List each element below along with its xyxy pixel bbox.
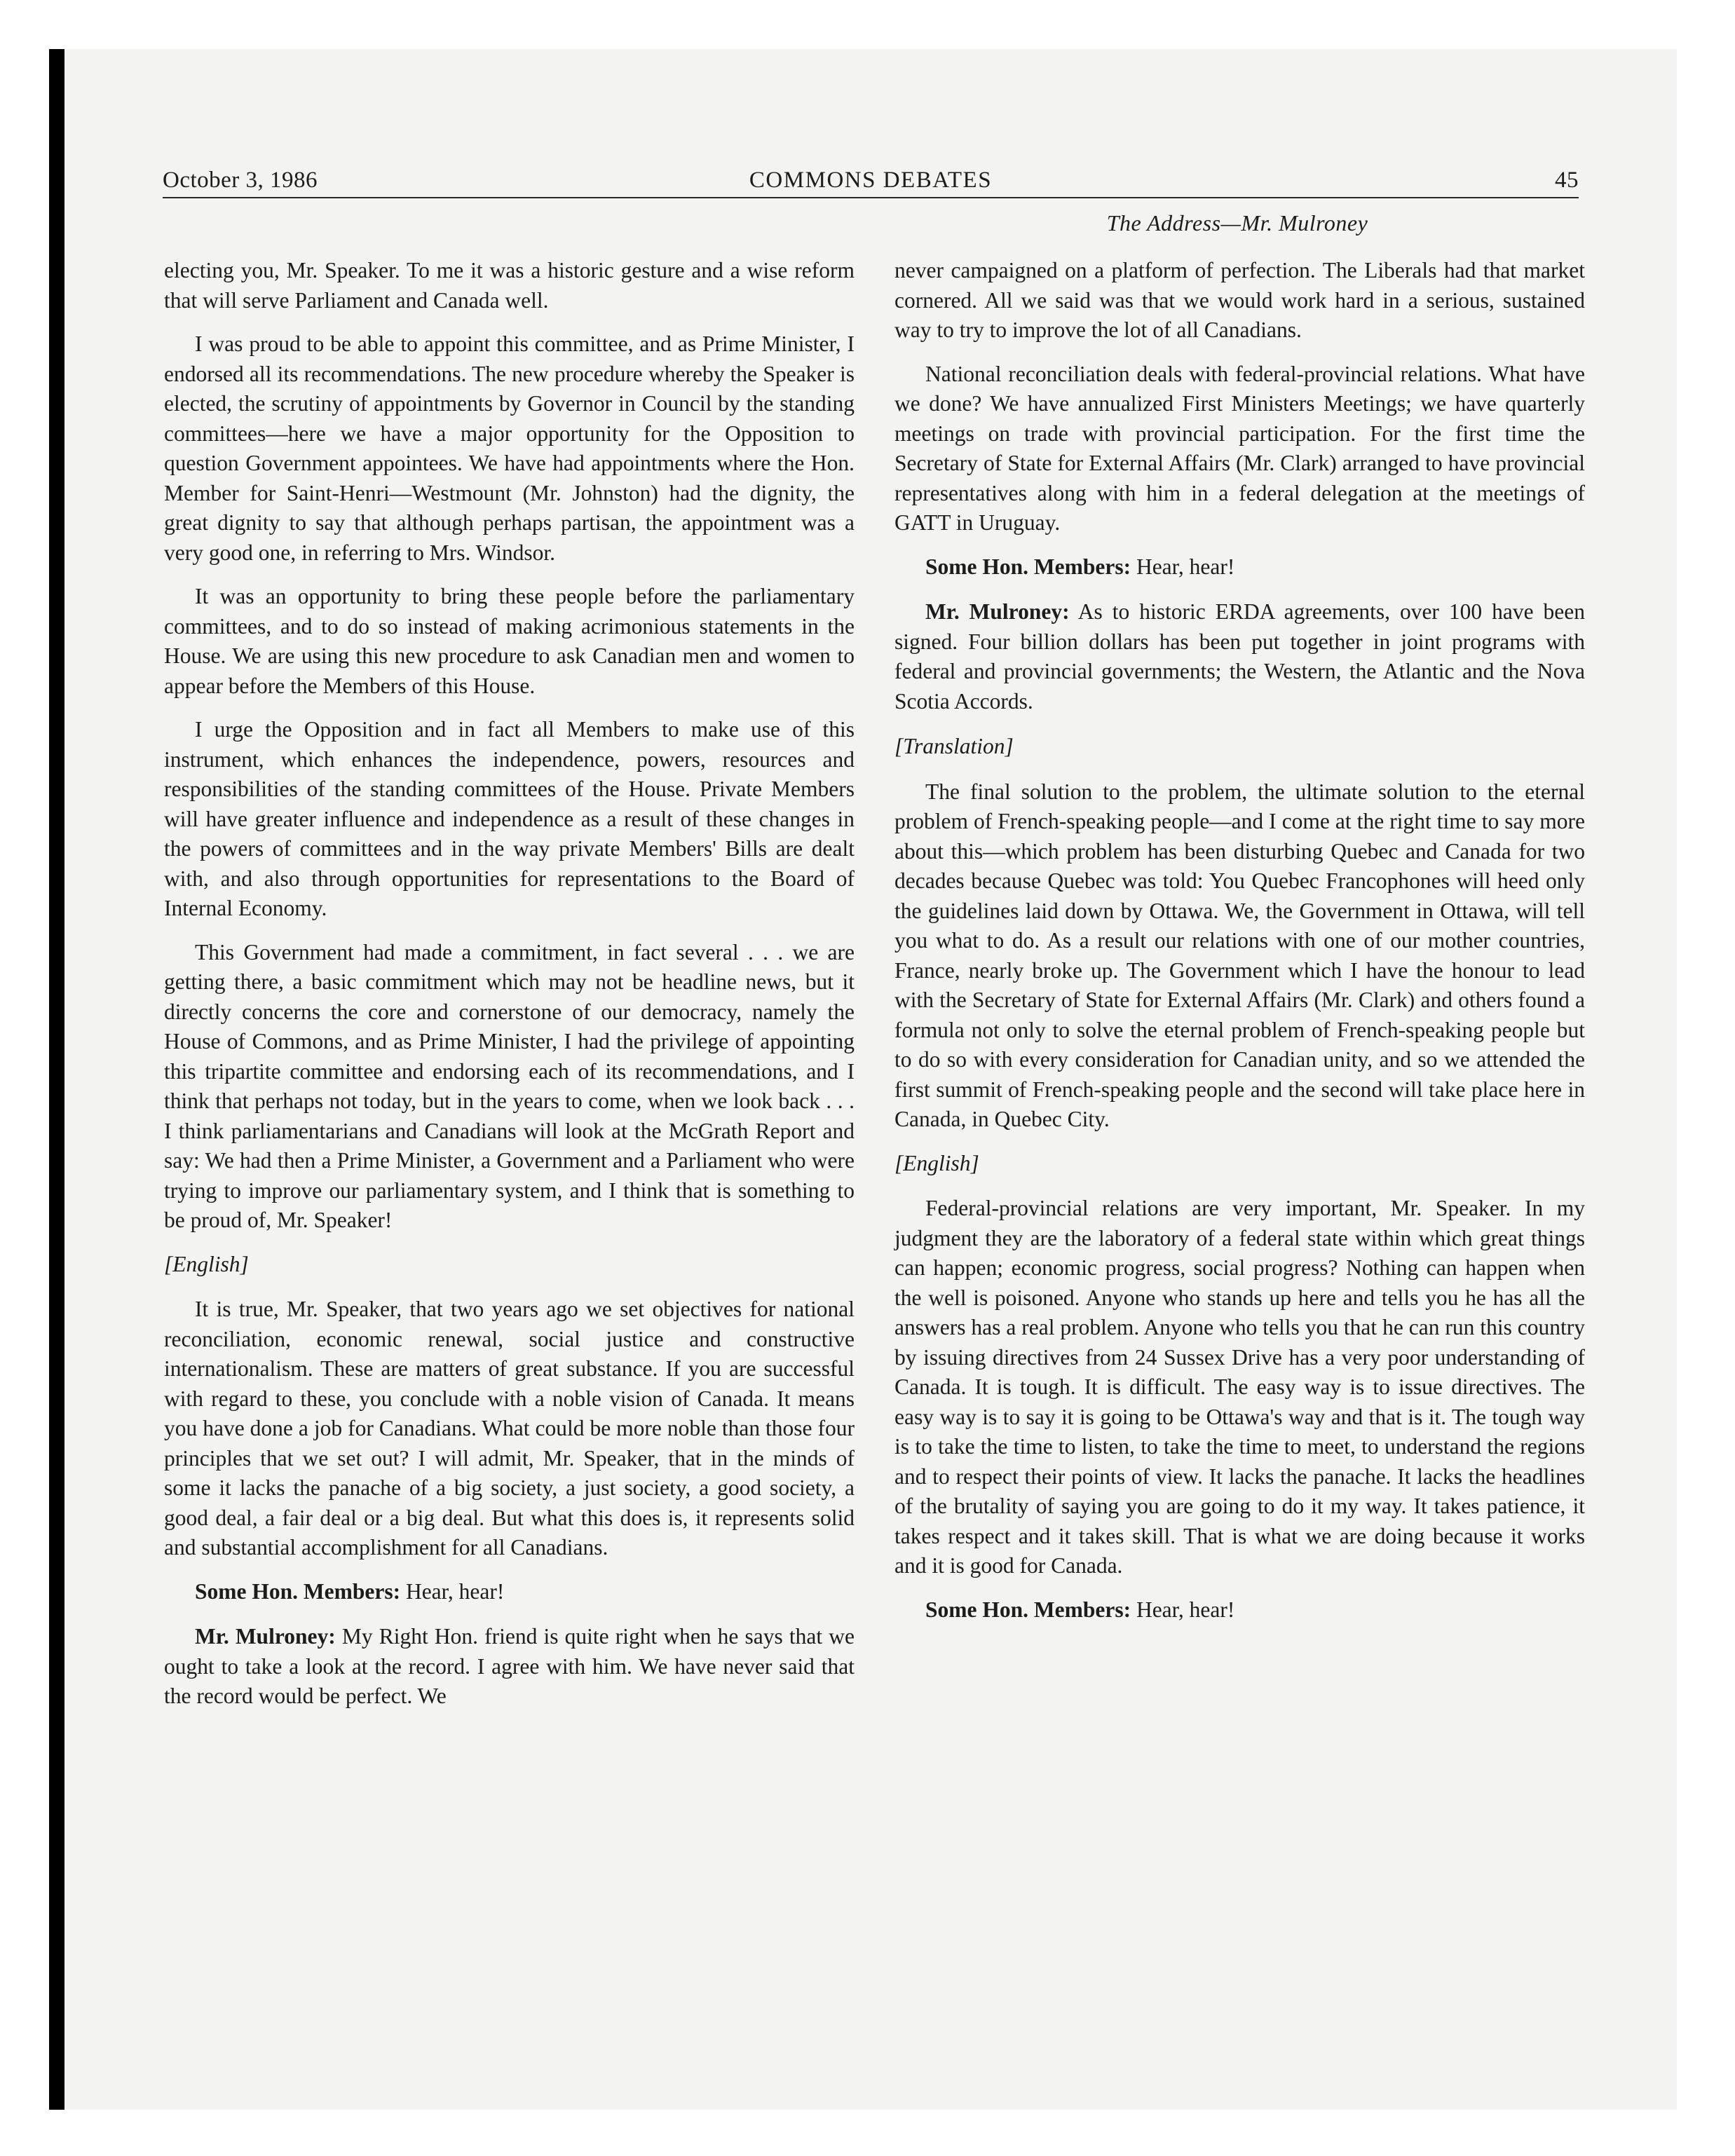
paragraph: I was proud to be able to appoint this committee, and as Prime Minister, I endorsed all its recommendations. The new procedure whereby the Speaker is elected, the scrutiny of appointments by Governor in Council by the standing committees—here we have a major opportunity for the Opposition to question Government appointees. We have had appointments where the Hon. Member for Saint-Henri—Westmount (Mr. Johnston) had the dignity, the great dignity to say that although perhaps partisan, the appointment was a very good one, in referring to Mrs. Windsor. [164, 332, 855, 565]
paragraph: never campaigned on a platform of perfection. The Liberals had that market cornered. All we said was that we would work hard in a serious, sustained way to try to improve the lot of all Canadians. [894, 258, 1585, 342]
paragraph: electing you, Mr. Speaker. To me it was a historic gesture and a wise reform that will serve Parliament and Canada well. [164, 258, 855, 313]
speaker-name: Mr. Mulroney: [195, 1624, 336, 1649]
speech-text: Hear, hear! [1131, 554, 1235, 579]
speaker-name: Mr. Mulroney: [925, 599, 1070, 624]
speech-interjection [894, 552, 1585, 582]
paragraph: National reconciliation deals with federal-provincial relations. What have we done? We have annualized First Ministers Meetings; we have quarterly meetings on trade with provincial participation. For the first time the Secretary of State for External Affairs (Mr. Clark) arranged to have provincial representatives along with him in a federal delegation at the meetings of GATT in Uruguay. [894, 361, 1585, 535]
language-marker: [Translation] [894, 734, 1014, 758]
scan-edge-shadow [49, 49, 64, 2110]
speaker-name: Some Hon. Members: [925, 554, 1131, 579]
paragraph: Federal-provincial relations are very important, Mr. Speaker. In my judgment they are the laboratory of a federal state within which great things can happen; economic progress, social progress? Nothing can happen when the well is poisoned. Anyone who stands up here and tells you he has all the answers has a real problem. Anyone who tells you that he can run this country by issuing directives from 24 Sussex Drive has a very poor understanding of Canada. It is tough. It is difficult. The easy way is to issue directives. The easy way is to say it is going to be Ottawa's way and that is it. The tough way is to take the time to listen, to take the time to meet, to understand the regions and to respect their points of view. It lacks the panache. It lacks the headlines of the brutality of saying you are going to do it my way. It takes patience, it takes respect and it takes skill. That is what we are doing because it works and it is good for Canada. [894, 1196, 1585, 1578]
header-date: October 3, 1986 [163, 168, 318, 193]
right-column [894, 256, 1585, 1640]
page-number: 45 [1555, 168, 1579, 193]
language-marker: [English] [164, 1251, 249, 1276]
section-subheading: The Address—Mr. Mulroney [1106, 210, 1368, 236]
header-rule [163, 197, 1579, 198]
paragraph: It is true, Mr. Speaker, that two years ago we set objectives for national reconciliation, economic renewal, social justice and constructive internationalism. These are matters of great substance. If you are successful with regard to these, you conclude with a noble vision of Canada. It means you have done a job for Canadians. What could be more noble than those four principles that we set out? I will admit, Mr. Speaker, that in the minds of some it lacks the panache of a big society, a just society, a good society, a good deal, a fair deal or a big deal. But what this does is, it represents solid and substantial accomplishment for all Canadians. [164, 1297, 855, 1560]
speech-interjection [164, 1577, 855, 1607]
speech-text: Hear, hear! [400, 1578, 505, 1604]
header-title: COMMONS DEBATES [749, 168, 993, 193]
speech-text: Hear, hear! [1131, 1597, 1235, 1622]
speech-paragraph [164, 1622, 855, 1712]
page-header [163, 161, 1579, 196]
speaker-name: Some Hon. Members: [925, 1597, 1131, 1622]
paragraph: The final solution to the problem, the ultimate solution to the eternal problem of French-speaking people—and I come at the right time to say more about this—which problem has been disturbing Quebec and Canada for two decades because Quebec was told: You Quebec Francophones will heed only the guidelines laid down by Ottawa. We, the Government in Ottawa, will tell you what to do. As a result our relations with one of our mother countries, France, nearly broke up. The Government which I have the honour to lead with the Secretary of State for External Affairs (Mr. Clark) and others found a formula not only to solve the eternal problem of French-speaking people but to do so with every consideration for Canadian unity, and so we attended the first summit of French-speaking people and the second will take place here in Canada, in Quebec City. [894, 779, 1585, 1131]
speech-text: As to historic ERDA agreements, over 100 have been signed. Four billion dollars has been put together in joint programs with federal and provincial governments; the Western, the Atlantic and the Nova Scotia Accords. [894, 599, 1585, 714]
speech-paragraph [894, 597, 1585, 716]
speech-text: My Right Hon. friend is quite right when he says that we ought to take a look at the record. I agree with him. We have never said that the record would be perfect. We [164, 1624, 855, 1708]
speaker-name: Some Hon. Members: [195, 1578, 401, 1604]
paragraph: This Government had made a commitment, in fact several . . . we are getting there, a basic commitment which may not be headline news, but it directly concerns the core and cornerstone of our democracy, namely the House of Commons, and as Prime Minister, I had the privilege of appointing this tripartite committee and endorsing each of its recommendations, and I think that perhaps not today, but in the years to come, when we look back . . . I think parliamentarians and Canadians will look at the McGrath Report and say: We had then a Prime Minister, a Government and a Parliament who were trying to improve our parliamentary system, and I think that is something to be proud of, Mr. Speaker! [164, 939, 855, 1232]
language-marker: [English] [894, 1150, 979, 1175]
left-column [164, 256, 855, 1727]
speech-interjection [894, 1595, 1585, 1625]
paragraph: I urge the Opposition and in fact all Members to make use of this instrument, which enhances the independence, powers, resources and responsibilities of the standing committees of the House. Private Members will have greater influence and independence as a result of these changes in the powers of committees and in the way private Members' Bills are dealt with, and also through opportunities for representations to the Board of Internal Economy. [164, 717, 855, 920]
paragraph: It was an opportunity to bring these people before the parliamentary committees, and to do so instead of making acrimonious statements in the House. We are using this new procedure to ask Canadian men and women to appear before the Members of this House. [164, 584, 855, 698]
